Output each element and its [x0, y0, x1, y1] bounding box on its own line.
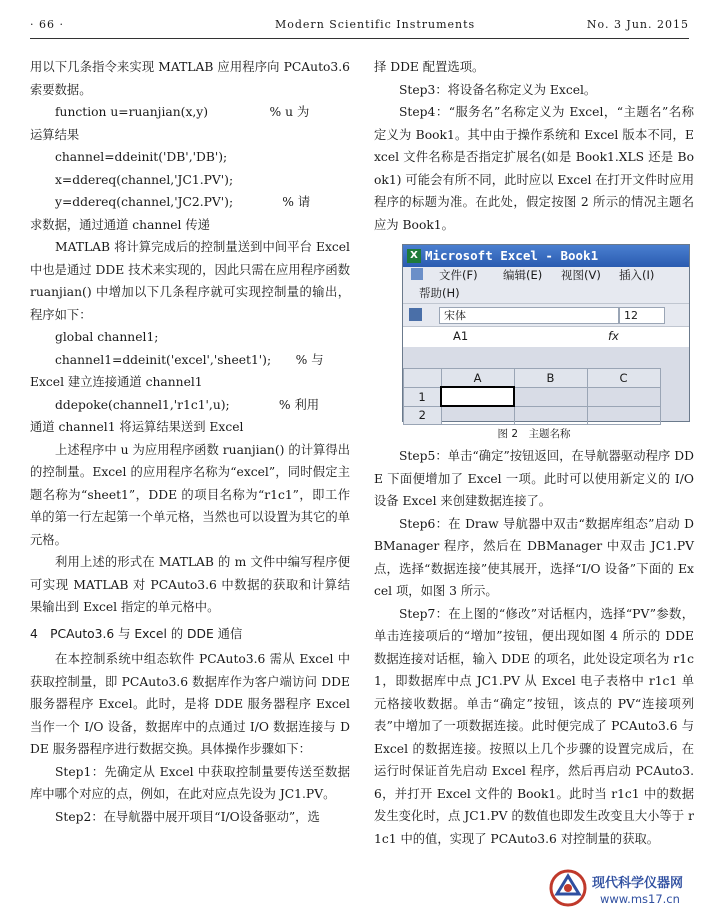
- watermark-logo-icon: [548, 868, 588, 908]
- excel-window-title: Microsoft Excel - Book1: [425, 248, 599, 263]
- paragraph: 在本控制系统中组态软件 PCAuto3.6 需从 Excel 中获取控制量，即 PCAuto3.6 数据库作为客户端访问 DDE 服务器程序 Excel。此时，是将 DDE 服务器程序 Excel 当作一个 I/O 设备，数据库中的点通过 I/O 数据连接与 DDE 服务器程序进行数据交换。具体操作步骤如下：: [30, 652, 350, 756]
- paragraph: 通道 channel1 将运算结果送到 Excel: [30, 420, 244, 434]
- paragraph: MATLAB 将计算完成后的控制量送到中间平台 Excel 中也是通过 DDE 技术来实现的，因此只需在应用程序函数 ruanjian() 中增加以下几条程序就可实现控制量的输出，程序如下：: [30, 240, 350, 322]
- menu-help: 帮助(H): [419, 286, 460, 300]
- paragraph: 用以下几条指令来实现 MATLAB 应用程序向 PCAuto3.6 索要数据。: [30, 60, 350, 97]
- paragraph: Step2：在导航器中展开项目“I/O设备驱动”，选: [55, 809, 320, 824]
- excel-formatting-toolbar: [403, 303, 689, 326]
- cell-b1: [514, 387, 587, 406]
- menu-edit: 编辑(E): [503, 268, 543, 282]
- paragraph: channel1=ddeinit('excel','sheet1'); % 与: [55, 352, 324, 367]
- paragraph: 利用上述的形式在 MATLAB 的 m 文件中编写程序便可实现 MATLAB 对 PCAuto3.6 中数据的获取和计算结果输出到 Excel 指定的单元格中。: [30, 555, 350, 614]
- paragraph: Step1：先确定从 Excel 中获取控制量要传送至数据库中哪个对应的点，例如，在此对应点先设为 JC1.PV。: [30, 764, 350, 801]
- paragraph: 4 PCAuto3.6 与 Excel 的 DDE 通信: [30, 626, 243, 641]
- excel-app-icon: X: [407, 249, 421, 263]
- paragraph: channel=ddeinit('DB','DB');: [55, 150, 228, 164]
- menu-file: 文件(F): [439, 268, 478, 282]
- corner-cell: [404, 369, 442, 388]
- column-header-b: B: [514, 369, 587, 388]
- row-header-1: 1: [404, 387, 442, 406]
- save-icon: [409, 308, 422, 321]
- paragraph: 上述程序中 u 为应用程序函数 ruanjian() 的计算得出的控制量。Excel 的应用程序名称为“excel”，同时假定主题名称为“sheet1”，DDE 的项目名称为“r1c1”，即工作单的第一行左起第一个单元格，当然也可以设置为其它的单元格。: [30, 442, 350, 547]
- menu-view: 视图(V): [561, 268, 601, 282]
- excel-sheet-grid: [403, 368, 689, 425]
- paragraph: 择 DDE 配置选项。: [374, 60, 485, 74]
- cell-c1: [587, 387, 660, 406]
- font-size-box: 12: [619, 307, 665, 324]
- paragraph: Step7：在上图的“修改”对话框内，选择“PV”参数，单击连接项后的“增加”按钮，便出现如图 4 所示的 DDE 数据连接对话框，输入 DDE 的项名，此处设定项名为 r1c1，即数据库中点 JC1.PV 从 Excel 电子表格中 r1c1 单元格接收数据。单击“确定”按钮，该点的 PV“连接项列表”中增加了一项数据连接。此时便完成了 PCAuto3.6 与 Excel 的数据连接。按照以上几个步骤的设置完成后，在运行时保证首先启动 Excel 程序，然后再启动 PCAuto3.6，并打开 Excel 文件的 Book1。此时当 r1c1 中的数据发生变化时，点 JC1.PV 的数值也即发生改变且大小等于 r1c1 中的值，实现了 PCAuto3.6 对控制量的获取。: [374, 606, 694, 846]
- paragraph: Excel 建立连接通道 channel1: [30, 375, 203, 389]
- paragraph: function u=ruanjian(x,y) % u 为: [55, 105, 310, 119]
- page-number: · 66 ·: [30, 18, 64, 31]
- excel-screenshot-figure: [402, 244, 690, 422]
- paragraph: 运算结果: [30, 127, 80, 142]
- row-header-2: 2: [404, 406, 442, 425]
- paragraph: 求数据，通过通道 channel 传递: [30, 217, 210, 232]
- paragraph: y=ddereq(channel,'JC2.PV'); % 请: [55, 195, 311, 209]
- right-top-text: [374, 56, 694, 236]
- paragraph: x=ddereq(channel,'JC1.PV');: [55, 172, 234, 187]
- menu-insert: 插入(I): [619, 268, 655, 282]
- right-bottom-text: [374, 445, 694, 850]
- watermark-url: www.ms17.cn: [600, 892, 680, 906]
- cell-b2: [514, 406, 587, 425]
- name-box: A1: [453, 329, 469, 343]
- watermark-name: 现代科学仪器网: [592, 876, 684, 891]
- site-watermark: [548, 866, 713, 914]
- paragraph: Step5：单击“确定”按钮返回，在导航器驱动程序 DDE 下面便增加了 Excel 一项。此时可以使用新定义的 I/O 设备 Excel 来创建数据连接了。: [374, 449, 694, 508]
- figure-caption: 图 2 主题名称: [497, 428, 571, 440]
- paragraph: Step4：“服务名”名称定义为 Excel，“主题名”名称定义为 Book1。其中由于操作系统和 Excel 版本不同，Excel 文件名称是否指定扩展名(如是 Book1.XLS 还是 Book1) 可能会有所不同，此时应以 Excel 在打开文件时应用程序的标题为准。在此处，假定按图 2 所示的情况主题名应为 Book1。: [374, 105, 694, 232]
- paragraph: Step6：在 Draw 导航器中双击“数据库组态”启动 DBManager 程序，然后在 DBManager 中双击 JC1.PV 点，选择“数据连接”使其展开，选择“I/O 设备”下面的 Excel 项，如图 3 所示。: [374, 516, 694, 598]
- issue-info: No. 3 Jun. 2015: [586, 18, 689, 31]
- excel-menu-bar: [403, 267, 689, 303]
- journal-name: Modern Scientific Instruments: [275, 18, 476, 31]
- fx-icon: fx: [608, 329, 619, 343]
- page-header: [30, 18, 689, 38]
- font-name-box: 宋体: [439, 307, 619, 324]
- doc-icon: [411, 268, 423, 280]
- paragraph: Step3：将设备名称定义为 Excel。: [399, 82, 597, 97]
- header-rule: [30, 38, 689, 39]
- excel-title-bar: [403, 245, 689, 267]
- paragraph: ddepoke(channel1,'r1c1',u); % 利用: [55, 397, 320, 412]
- left-column: [30, 56, 350, 828]
- column-header-a: A: [441, 369, 514, 388]
- right-column: [374, 56, 694, 850]
- cell-a1: [441, 387, 514, 406]
- cell-a2: [441, 406, 514, 425]
- paragraph: global channel1;: [55, 330, 159, 344]
- cell-c2: [587, 406, 660, 425]
- column-header-c: C: [587, 369, 660, 388]
- excel-formula-bar: [403, 326, 689, 347]
